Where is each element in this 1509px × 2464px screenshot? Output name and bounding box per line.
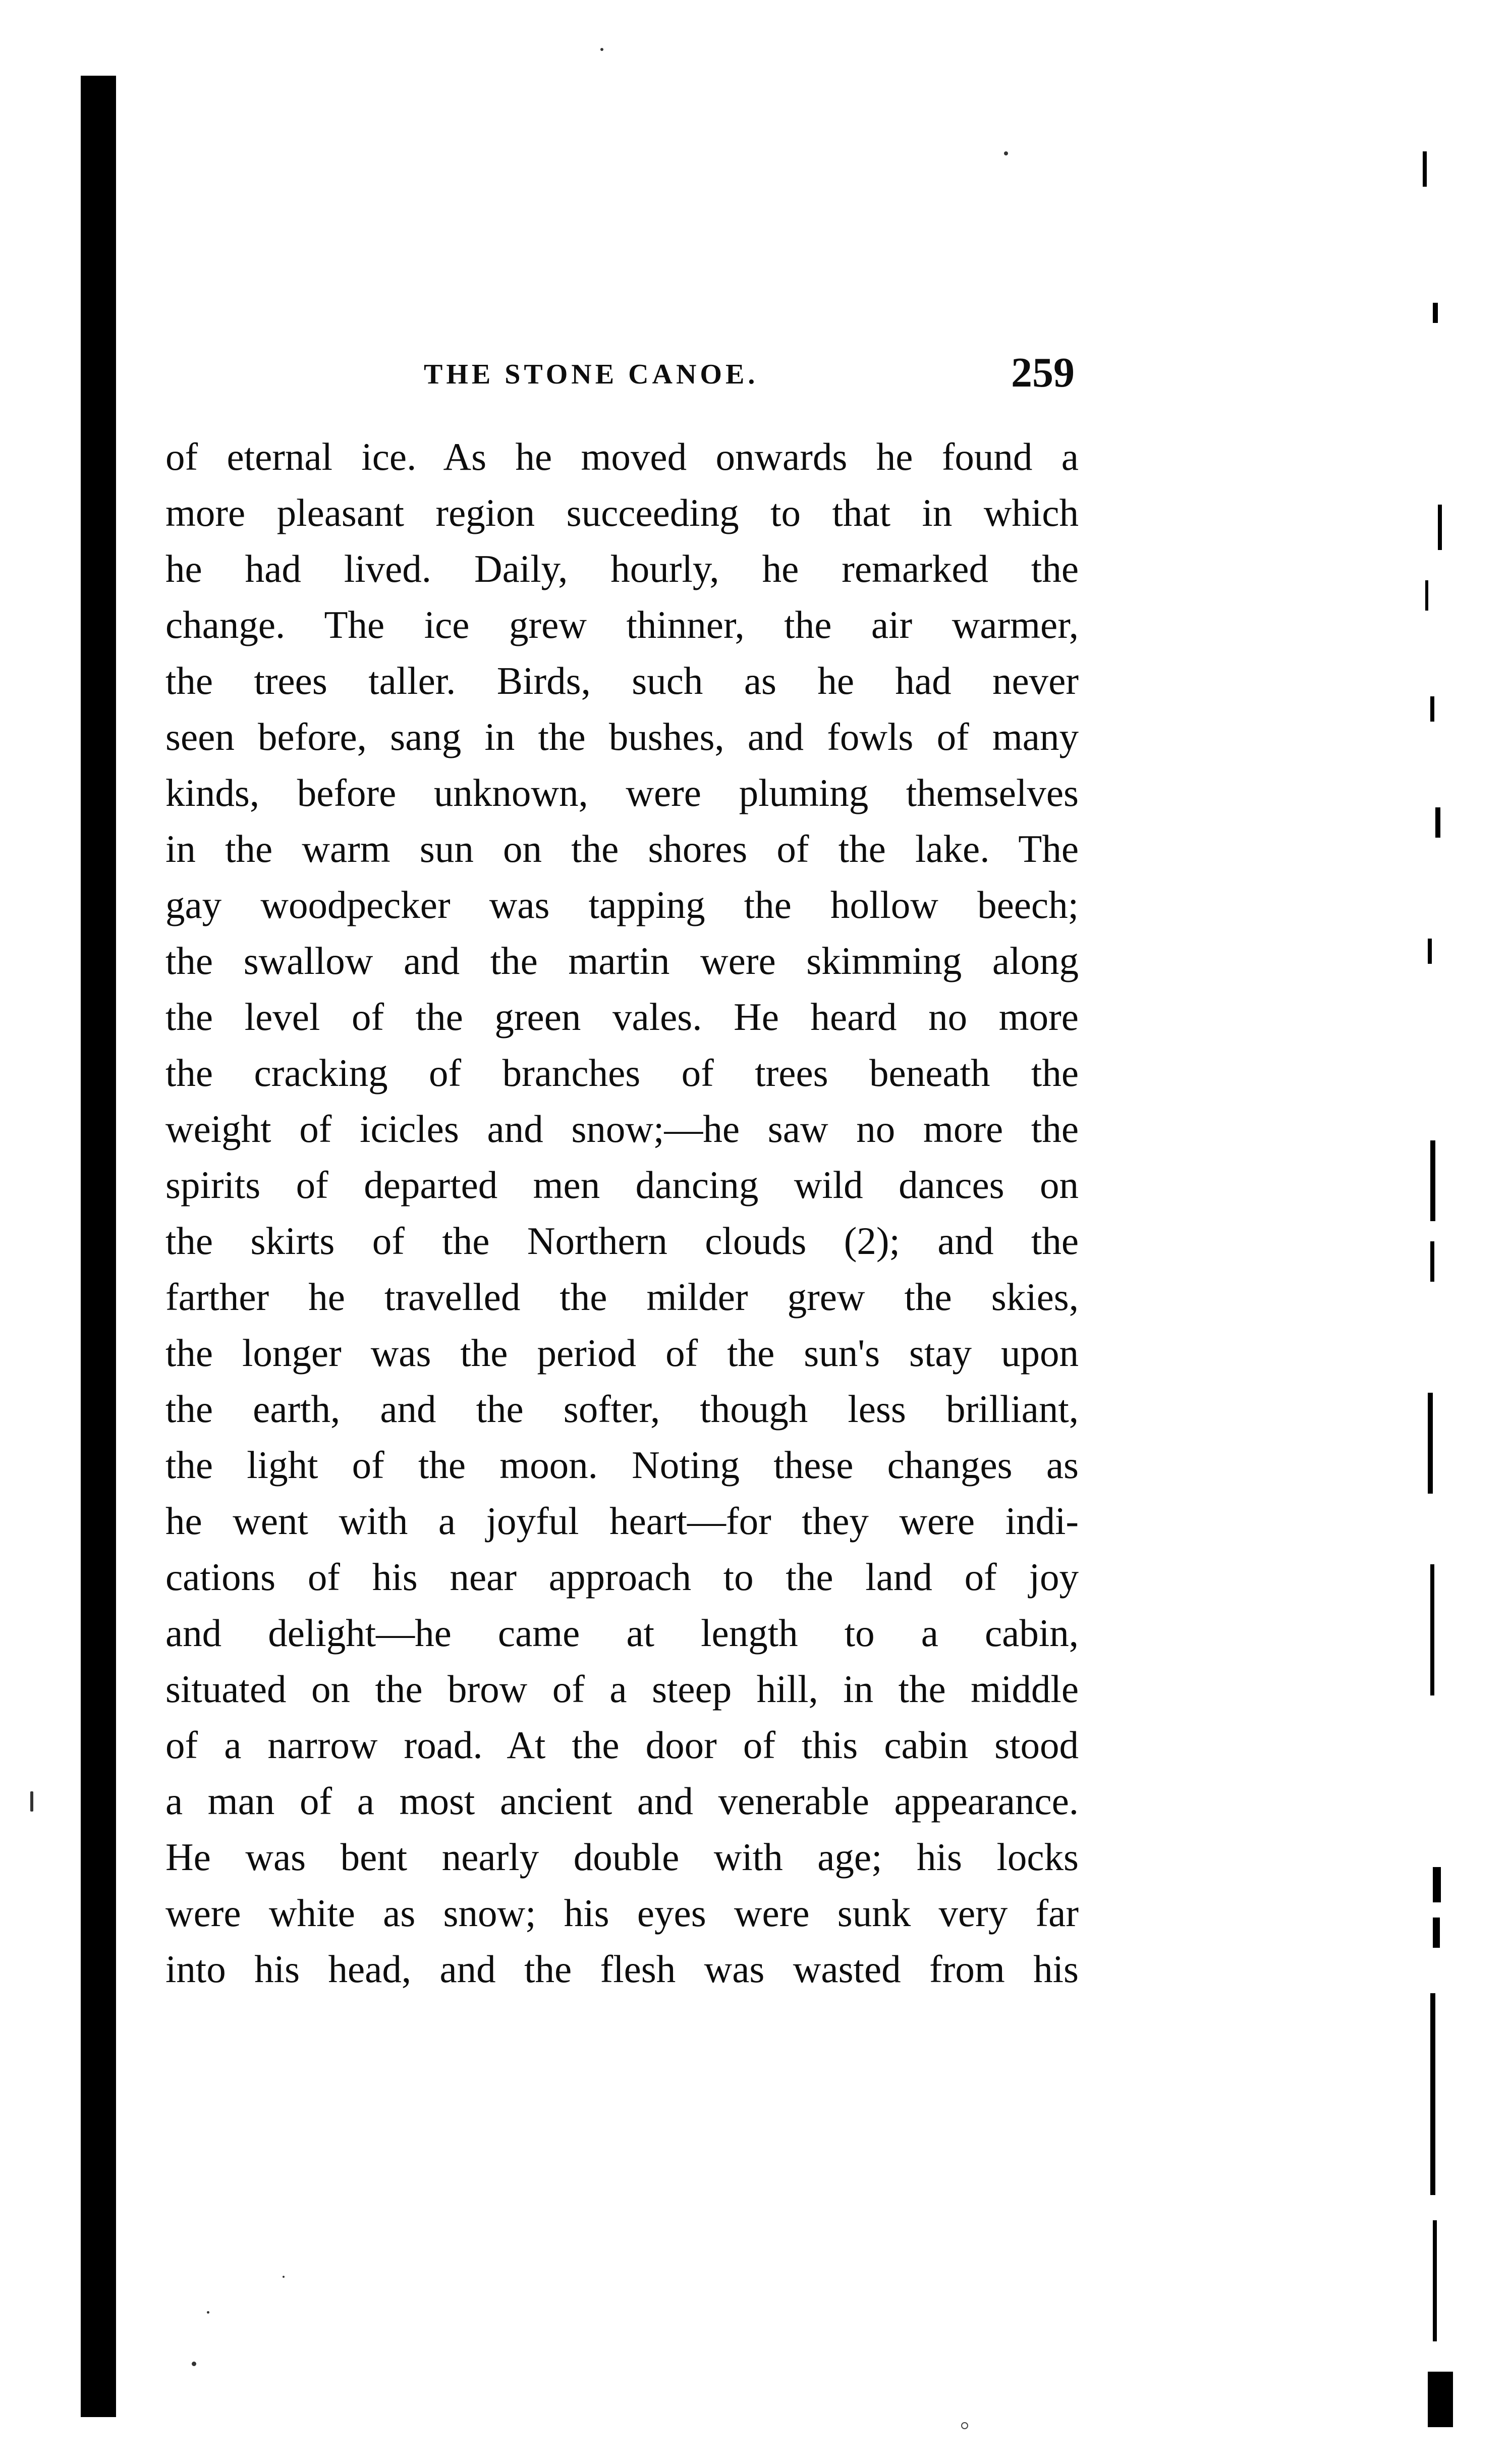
text-line: weight of icicles and snow;—he saw no more the [165,1107,1079,1151]
text-line: he went with a joyful heart—for they were indi- [165,1499,1079,1543]
text-line: the trees taller. Birds, such as he had never [165,659,1079,702]
text-line: He was bent nearly double with age; his locks [165,1835,1079,1879]
text-line: the light of the moon. Noting these changes as [165,1443,1079,1487]
page-binding-edge [81,76,116,2417]
text-line: the level of the green vales. He heard no more [165,995,1079,1038]
text-line: into his head, and the flesh was wasted from his [165,1947,1079,1991]
text-line: of a narrow road. At the door of this cabin stood [165,1723,1079,1767]
text-line: seen before, sang in the bushes, and fowls of many [165,715,1079,758]
running-header [161,348,1075,404]
page-right-edge [1413,0,1509,2464]
text-line: in the warm sun on the shores of the lake. The [165,827,1079,870]
text-line: he had lived. Daily, hourly, he remarked the [165,547,1079,590]
text-line: were white as snow; his eyes were sunk very far [165,1891,1079,1935]
text-line: kinds, before unknown, were pluming themselves [165,771,1079,814]
body-text [165,429,1079,1997]
running-title: THE STONE CANOE. [424,359,759,390]
text-line: cations of his near approach to the land of joy [165,1555,1079,1599]
text-line: situated on the brow of a steep hill, in the middle [165,1667,1079,1711]
text-line: the cracking of branches of trees beneath the [165,1051,1079,1094]
text-line: the skirts of the Northern clouds (2); and the [165,1219,1079,1263]
text-line: change. The ice grew thinner, the air warmer, [165,603,1079,646]
text-line: the longer was the period of the sun's stay upon [165,1331,1079,1375]
text-line: of eternal ice. As he moved onwards he found a [165,435,1079,478]
text-line: and delight—he came at length to a cabin, [165,1611,1079,1655]
text-line: a man of a most ancient and venerable appearance. [165,1779,1079,1823]
text-line: the earth, and the softer, though less brilliant, [165,1387,1079,1431]
text-line: gay woodpecker was tapping the hollow beech; [165,883,1079,926]
text-line: the swallow and the martin were skimming along [165,939,1079,982]
text-line: more pleasant region succeeding to that in which [165,491,1079,534]
text-line: spirits of departed men dancing wild dances on [165,1163,1079,1207]
text-line: farther he travelled the milder grew the skies, [165,1275,1079,1319]
page-number: 259 [1011,349,1075,396]
